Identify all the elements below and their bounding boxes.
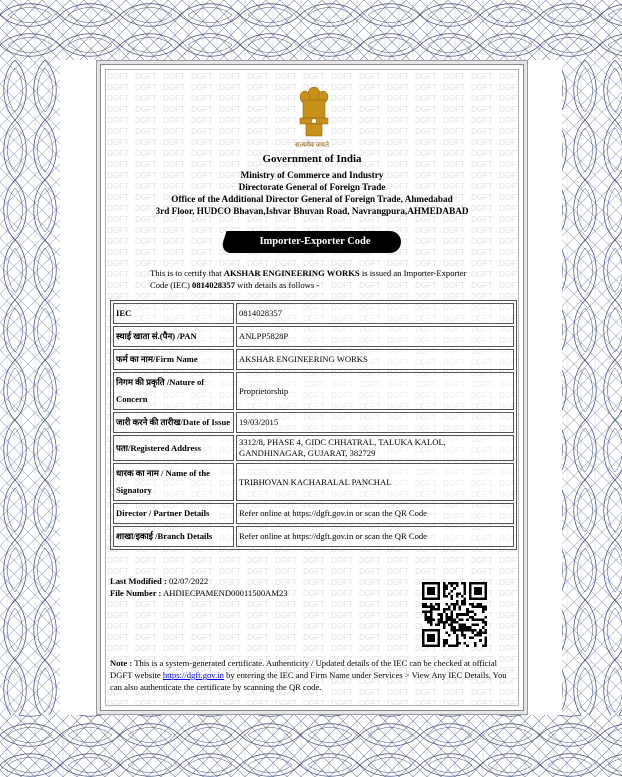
row-label: शाखा/इकाई /Branch Details [113, 526, 234, 547]
row-value: Proprietorship [236, 372, 514, 410]
emblem-caption: सत्यमेव जयते [295, 141, 329, 149]
row-label: धारक का नाम / Name of the Signatory [113, 463, 234, 501]
last-modified-label: Last Modified : [110, 576, 167, 586]
row-value: TRIBHOVAN KACHARALAL PANCHAL [236, 463, 514, 501]
row-value: Refer online at https://dgft.gov.in or scan the QR Code [236, 526, 514, 547]
note [110, 657, 510, 693]
row-value: 0814028357 [236, 303, 514, 324]
table-row [113, 503, 514, 524]
certify-middle: is issued an Importer-Exporter Code (IEC) [150, 268, 467, 290]
row-label: जारी करने की तारीख/Date of Issue [113, 412, 234, 433]
row-label: IEC [113, 303, 234, 324]
qr-code-icon[interactable] [422, 582, 487, 647]
file-number-label: File Number : [110, 588, 162, 598]
row-label: Director / Partner Details [113, 503, 234, 524]
row-label: स्थाई खाता सं.(पैन) /PAN [113, 326, 234, 347]
office-name: Office of the Additional Director General of Foreign Trade, Ahmedabad [171, 194, 453, 204]
certificate-body [105, 69, 519, 706]
table-row [113, 435, 514, 461]
row-label: निगम की प्रकृति /Nature of Concern [113, 372, 234, 410]
row-label: फर्म का नाम/Firm Name [113, 349, 234, 370]
table-row [113, 463, 514, 501]
certify-statement [150, 267, 480, 291]
table-row [113, 349, 514, 370]
last-modified-value: 02/07/2022 [168, 576, 209, 586]
certify-suffix: with details as follows - [237, 280, 320, 290]
note-text: This is a system-generated certificate. Authenticity / Updated details of the IEC can be checked at official DGFT website [110, 658, 497, 680]
row-value: AKSHAR ENGINEERING WORKS [236, 349, 514, 370]
government-title: Government of India [262, 153, 362, 165]
directorate-name: Directorate General of Foreign Trade [238, 182, 386, 192]
last-modified [110, 576, 208, 586]
certify-firm-name: AKSHAR ENGINEERING WORKS [223, 268, 360, 278]
certificate-title: Importer-Exporter Code [229, 231, 401, 253]
details-table [110, 300, 517, 550]
row-value: Refer online at https://dgft.gov.in or scan the QR Code [236, 503, 514, 524]
table-row [113, 412, 514, 433]
ministry-name: Ministry of Commerce and Industry [240, 170, 384, 180]
table-row [113, 303, 514, 324]
row-value: 19/03/2015 [236, 412, 514, 433]
row-label: पता/Registered Address [113, 435, 234, 461]
dgft-website-link[interactable]: https://dgft.gov.in [162, 670, 224, 680]
table-row [113, 526, 514, 547]
certify-iec: 0814028357 [192, 280, 235, 290]
file-number-value: AHDIECPAMEND00011500AM23 [163, 588, 288, 598]
row-value: ANLPP5828P [236, 326, 514, 347]
table-row [113, 326, 514, 347]
office-address: 3rd Floor, HUDCO Bhavan,Ishvar Bhuvan Road, Navrangpura,AHMEDABAD [155, 206, 469, 216]
file-number [110, 588, 288, 598]
certify-prefix: This is to certify that [150, 268, 222, 278]
certificate [100, 64, 524, 711]
row-value: 3312/8, PHASE 4, GIDC CHHATRAL, TALUKA KALOL, GANDHINAGAR, GUJARAT, 382729 [236, 435, 514, 461]
note-text-continued: by entering the IEC and Firm Name under Services > View Any IEC Details. You can also authenticate the certificate by scanning the QR code. [110, 670, 507, 692]
note-label: Note : [110, 658, 133, 668]
table-row [113, 372, 514, 410]
